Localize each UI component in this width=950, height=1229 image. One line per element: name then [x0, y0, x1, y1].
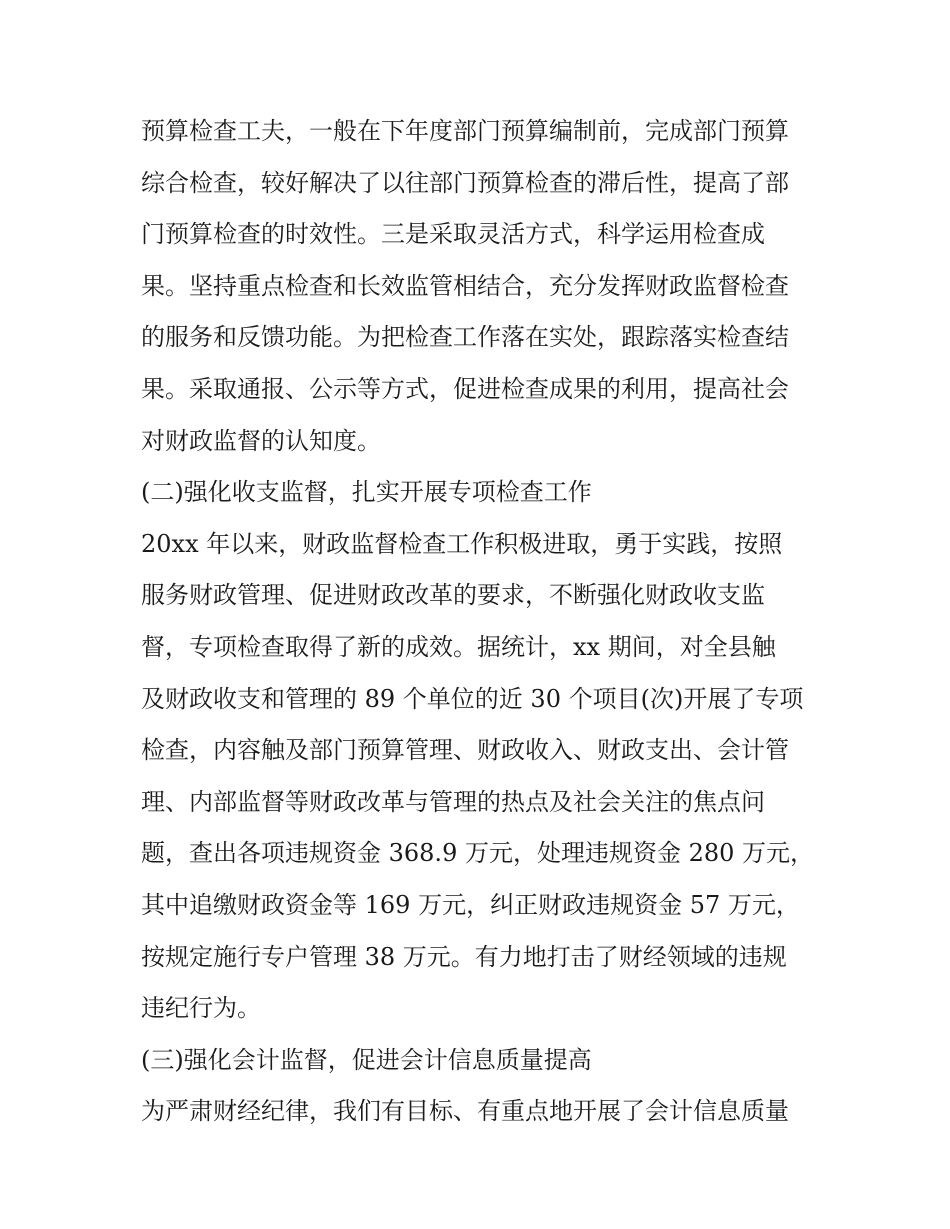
- body-line: 检查，内容触及部门预算管理、财政收入、财政支出、会计管: [141, 736, 789, 765]
- document-body: [141, 106, 821, 1138]
- section-heading: (二)强化收支监督，扎实开展专项检查工作: [141, 478, 592, 507]
- body-line: 综合检查，较好解决了以往部门预算检查的滞后性，提高了部: [141, 168, 789, 197]
- body-line: 对财政监督的认知度。: [141, 426, 381, 455]
- body-line: 果。采取通报、公示等方式，促进检查成果的利用，提高社会: [141, 374, 789, 403]
- body-line: 20xx 年以来，财政监督检查工作积极进取，勇于实践，按照: [141, 529, 783, 558]
- body-line: 果。坚持重点检查和长效监管相结合，充分发挥财政监督检查: [141, 271, 789, 300]
- body-line: 及财政收支和管理的 89 个单位的近 30 个项目(次)开展了专项: [141, 684, 804, 713]
- body-line: 题，查出各项违规资金 368.9 万元，处理违规资金 280 万元，: [141, 839, 815, 868]
- body-line: 门预算检查的时效性。三是采取灵活方式，科学运用检查成: [141, 220, 765, 249]
- body-line: 其中追缴财政资金等 169 万元，纠正财政违规资金 57 万元，: [141, 890, 800, 919]
- section-heading: (三)强化会计监督，促进会计信息质量提高: [141, 1045, 592, 1074]
- body-line: 理、内部监督等财政改革与管理的热点及社会关注的焦点问: [141, 787, 765, 816]
- body-line: 的服务和反馈功能。为把检查工作落在实处，跟踪落实检查结: [141, 323, 789, 352]
- body-line: 为严肃财经纪律，我们有目标、有重点地开展了会计信息质量: [141, 1097, 789, 1126]
- body-line: 按规定施行专户管理 38 万元。有力地打击了财经领域的违规: [141, 942, 787, 971]
- body-line: 预算检查工夫，一般在下年度部门预算编制前，完成部门预算: [141, 117, 789, 145]
- body-line: 违纪行为。: [141, 994, 261, 1023]
- body-line: 督，专项检查取得了新的成效。据统计，xx 期间，对全县触: [141, 632, 776, 661]
- body-line: 服务财政管理、促进财政改革的要求，不断强化财政收支监: [141, 581, 765, 610]
